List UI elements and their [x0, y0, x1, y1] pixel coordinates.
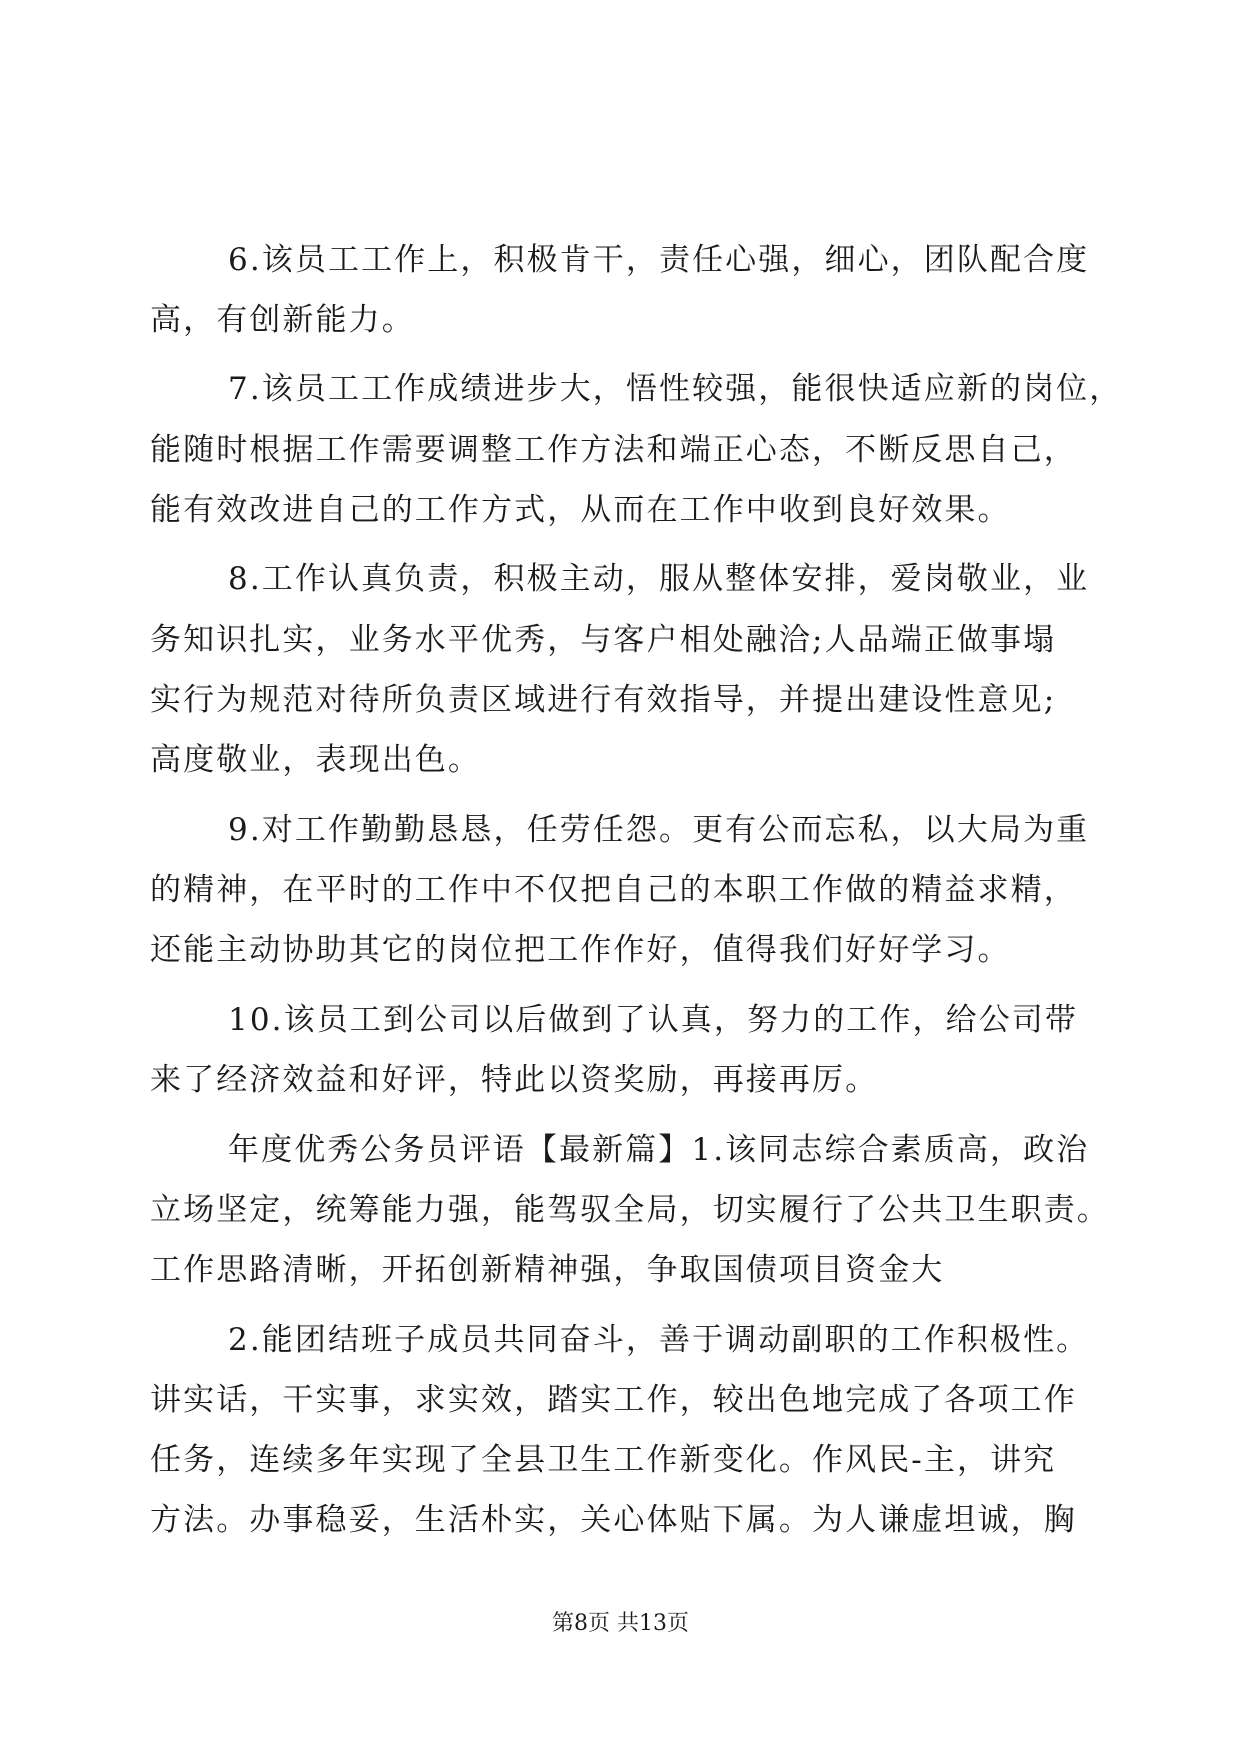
text-line: 高，有创新能力。	[150, 302, 415, 338]
text-line: 能随时根据工作需要调整工作方法和端正心态，不断反思自己，	[150, 432, 1077, 468]
text-line: 务知识扎实，业务水平优秀，与客户相处融洽;人品端正做事塌	[150, 622, 1057, 658]
text-line: 立场坚定，统筹能力强，能驾驭全局，切实履行了公共卫生职责。	[150, 1192, 1110, 1228]
text-line: 9.对工作勤勤恳恳，任劳任怨。更有公而忘私，以大局为重	[228, 812, 1090, 848]
text-line: 8.工作认真负责，积极主动，服从整体安排，爱岗敬业，业	[228, 561, 1090, 597]
text-line: 7.该员工工作成绩进步大，悟性较强，能很快适应新的岗位，	[228, 371, 1123, 407]
text-line: 实行为规范对待所负责区域进行有效指导，并提出建设性意见;	[150, 682, 1057, 718]
text-line: 年度优秀公务员评语【最新篇】1.该同志综合素质高，政治	[228, 1132, 1090, 1168]
text-line: 的精神，在平时的工作中不仅把自己的本职工作做的精益求精，	[150, 872, 1077, 908]
text-line: 讲实话，干实事，求实效，踏实工作，较出色地完成了各项工作	[150, 1382, 1077, 1418]
text-line: 方法。办事稳妥，生活朴实，关心体贴下属。为人谦虚坦诚，胸	[150, 1502, 1077, 1538]
text-line: 还能主动协助其它的岗位把工作作好，值得我们好好学习。	[150, 932, 1011, 968]
page-number-footer: 第8页 共13页	[552, 1611, 689, 1636]
text-line: 任务，连续多年实现了全县卫生工作新变化。作风民-主，讲究	[150, 1442, 1057, 1478]
text-line: 6.该员工工作上，积极肯干，责任心强，细心，团队配合度	[228, 242, 1090, 278]
text-line: 工作思路清晰，开拓创新精神强，争取国债项目资金大	[150, 1252, 945, 1288]
text-line: 10.该员工到公司以后做到了认真，努力的工作，给公司带	[228, 1002, 1078, 1038]
text-line: 2.能团结班子成员共同奋斗，善于调动副职的工作积极性。	[228, 1322, 1090, 1358]
text-line: 来了经济效益和好评，特此以资奖励，再接再厉。	[150, 1062, 879, 1098]
text-line: 能有效改进自己的工作方式，从而在工作中收到良好效果。	[150, 492, 1011, 528]
text-line: 高度敬业，表现出色。	[150, 742, 481, 778]
